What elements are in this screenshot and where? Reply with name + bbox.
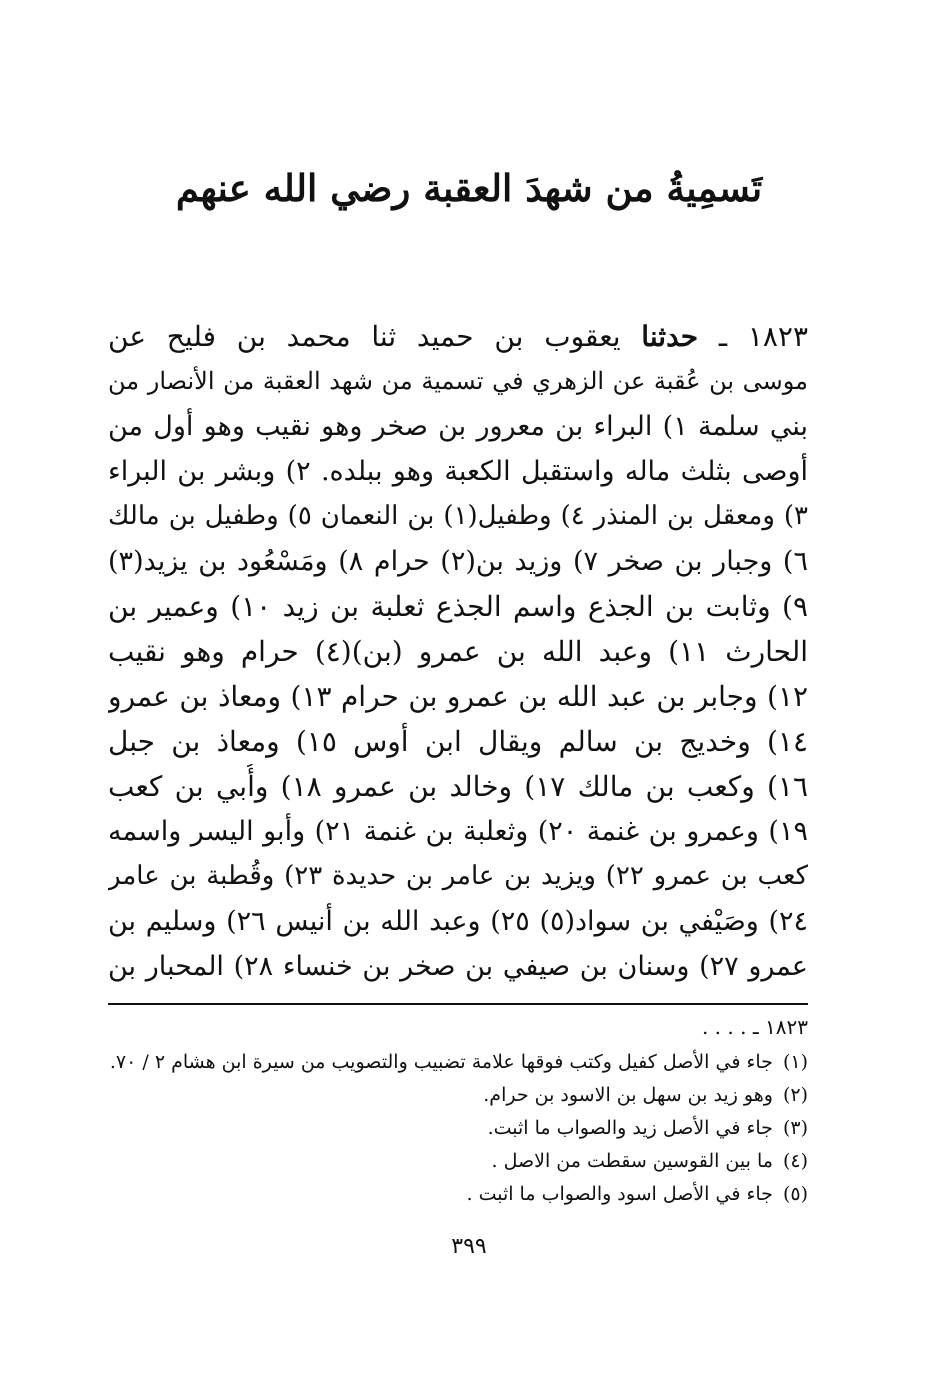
main-text-line: ١٦) وكعب بن مالك ١٧) وخالد بن عمرو ١٨) وأُبي بن كعب bbox=[108, 770, 808, 803]
main-text-line: عمرو ٢٧) وسنان بن صيفي بن صخر بن خنساء ٢٨) المحبار بن bbox=[108, 951, 808, 982]
footnote-item bbox=[108, 1178, 808, 1211]
main-text-line: ٩) وثابت بن الجذع واسم الجذع ثعلبة بن زيد ١٠) وعمير بن bbox=[108, 590, 808, 623]
footnote-number: (٤) bbox=[782, 1150, 808, 1172]
hadith-number: ١٨٢٣ ـ bbox=[718, 320, 808, 353]
page-number: ٣٩٩ bbox=[451, 1234, 487, 1259]
footnotes bbox=[108, 1046, 808, 1211]
main-text-line: كعب بن عمرو ٢٢) ويزيد بن عامر بن حديدة ٢٣) وقُطبة بن عامر bbox=[108, 861, 808, 891]
main-text-line: أوصى بثلث ماله واستقبل الكعبة وهو ببلده. ٢) وبشر بن البراء bbox=[108, 456, 808, 487]
footnote-number: (٥) bbox=[782, 1183, 808, 1205]
footnote-text: جاء في الأصل اسود والصواب ما اثبت . bbox=[466, 1183, 773, 1205]
main-text-line: الحارث ١١) وعبد الله بن عمرو (بن)(٤) حرام وهو نقيب bbox=[108, 635, 808, 668]
footnote-text: ما بين القوسين سقطت من الاصل . bbox=[491, 1150, 773, 1172]
hadith-lead: حدثنا bbox=[641, 320, 699, 353]
footnote-number: (٢) bbox=[782, 1084, 808, 1106]
main-text-line: ١٤) وخديج بن سالم ويقال ابن أوس ١٥) ومعاذ بن جبل bbox=[108, 725, 808, 758]
main-text-line: ٣) ومعقل بن المنذر ٤) وطفيل(١) بن النعمان ٥) وطفيل بن مالك bbox=[108, 501, 808, 531]
footnote-number: (٣) bbox=[782, 1117, 808, 1139]
footnote-separator bbox=[108, 1003, 808, 1005]
chapter-title: تَسمِيةُ من شهدَ العقبة رضي الله عنهم bbox=[175, 166, 763, 210]
main-line-text: يعقوب بن حميد ثنا محمد بن فليح عن bbox=[108, 320, 621, 353]
main-text-line: بني سلمة ١) البراء بن معرور بن صخر وهو نقيب وهو أول من bbox=[108, 411, 808, 442]
main-text-line: ١٩) وعمرو بن غنمة ٢٠) وثعلبة بن غنمة ٢١) وأبو اليسر واسمه bbox=[108, 816, 808, 847]
footnote-text: وهو زيد بن سهل بن الاسود بن حرام. bbox=[483, 1084, 773, 1106]
main-text-line: ٢٤) وصَيْفي بن سواد(٥) ٢٥) وعبد الله بن أنيس ٢٦) وسليم بن bbox=[108, 906, 808, 937]
footnote-item bbox=[108, 1112, 808, 1145]
main-text-line bbox=[108, 314, 808, 359]
footnote-text: جاء في الأصل زيد والصواب ما اثبت. bbox=[487, 1117, 773, 1139]
footnote-hadith-ref: ١٨٢٣ ـ . . . . bbox=[701, 1015, 808, 1039]
footnote-item bbox=[108, 1145, 808, 1178]
footnote-number: (١) bbox=[782, 1051, 808, 1073]
main-text-line: ١٢) وجابر بن عبد الله بن عمرو بن حرام ١٣) ومعاذ بن عمرو bbox=[108, 680, 808, 713]
footnote-item bbox=[108, 1079, 808, 1112]
footnote-text: جاء في الأصل كفيل وكتب فوقها علامة تضبيب والتصويب من سيرة ابن هشام ٢ / ٧٠. bbox=[109, 1051, 773, 1073]
main-text bbox=[108, 314, 808, 989]
main-text-line: ٦) وجبار بن صخر ٧) وزيد بن(٢) حرام ٨) ومَسْعُود بن يزيد(٣) bbox=[108, 546, 808, 577]
main-text-line: موسى بن عُقبة عن الزهري في تسمية من شهد العقبة من الأنصار من bbox=[108, 367, 808, 395]
footnote-item bbox=[108, 1046, 808, 1079]
